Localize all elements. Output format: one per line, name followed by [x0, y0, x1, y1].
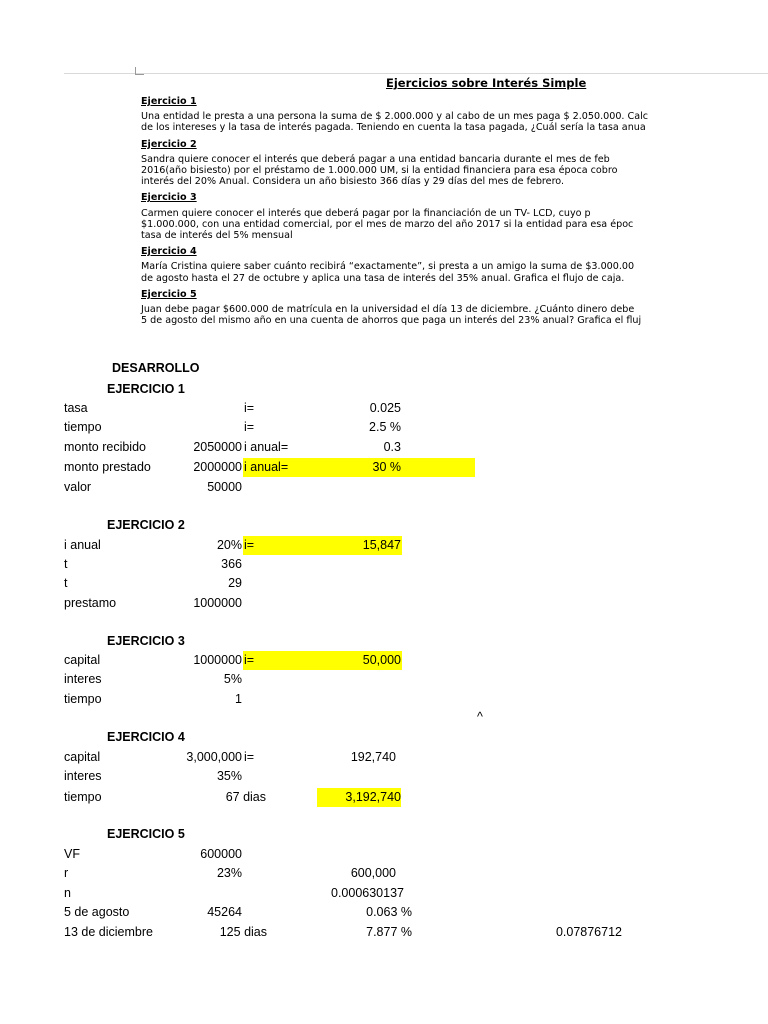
- text-line: Juan debe pagar $600.000 de matrícula en la universidad el día 13 de diciembre. ¿Cuánto dinero debe: [141, 304, 635, 316]
- text-line: María Cristina quiere saber cuánto recibirá “exactamente”, si presta a un amigo la suma de $3.000.00: [141, 261, 635, 273]
- text-line: tasa de interés del 5% mensual: [141, 230, 293, 242]
- highlighted-cell[interactable]: i anual=: [243, 458, 475, 477]
- cell-label[interactable]: 5 de agosto: [64, 905, 130, 919]
- cell-value[interactable]: 125 dias: [219, 925, 267, 939]
- cell-value[interactable]: 2050000: [193, 440, 242, 454]
- result-value[interactable]: 30 %: [372, 460, 401, 474]
- cell-value[interactable]: 0.3: [383, 440, 401, 454]
- cell-value[interactable]: 7.877 %: [366, 925, 412, 939]
- text-line: Carmen quiere conocer el interés que deberá pagar por la financiación de un TV- LCD, cuyo p: [141, 207, 591, 219]
- cell-label[interactable]: r: [64, 866, 69, 880]
- cell-label[interactable]: 13 de diciembre: [64, 925, 153, 939]
- cell-value[interactable]: 35%: [216, 769, 242, 783]
- cell-value[interactable]: 0.000630137: [331, 886, 404, 900]
- text-line: 5 de agosto del mismo año en una cuenta de ahorros que paga un interés del 23% anual? Grafica el fluj: [141, 315, 642, 327]
- cell-label[interactable]: t: [64, 557, 68, 571]
- cell-label[interactable]: i anual=: [244, 440, 289, 454]
- cell-label[interactable]: interes: [64, 672, 102, 686]
- cell-label[interactable]: valor: [64, 480, 92, 494]
- cell-value[interactable]: 1000000: [193, 596, 242, 610]
- result-value[interactable]: 50,000: [362, 653, 401, 667]
- cell-value[interactable]: 2.5 %: [369, 420, 401, 434]
- text-line: Una entidad le presta a una persona la suma de $ 2.000.000 y al cabo de un mes paga $ 2.050.000. Calc: [141, 111, 649, 123]
- cell-value[interactable]: 600000: [200, 847, 242, 861]
- exercise-heading: Ejercicio 5: [141, 288, 197, 300]
- cell-label[interactable]: capital: [64, 653, 101, 667]
- cell-value[interactable]: 0.063 %: [366, 905, 412, 919]
- cell-value[interactable]: 20%: [216, 538, 242, 552]
- cell-value[interactable]: 600,000: [350, 866, 396, 880]
- exercise-heading: Ejercicio 3: [141, 192, 197, 204]
- cell-label[interactable]: i anual: [64, 538, 101, 552]
- cell-label[interactable]: tiempo: [64, 692, 102, 706]
- exercise-4-heading[interactable]: EJERCICIO 4: [107, 730, 185, 744]
- exercise-heading: Ejercicio 2: [141, 138, 197, 150]
- cell-value[interactable]: 3,000,000: [186, 750, 242, 764]
- cell-value[interactable]: 1: [235, 692, 242, 706]
- cell-label[interactable]: prestamo: [64, 596, 117, 610]
- cell-label[interactable]: i=: [244, 750, 255, 764]
- text-line: 2016(año bisiesto) por el préstamo de 1.000.000 UM, si la entidad financiera para esa época cobro: [141, 165, 618, 177]
- cell-value[interactable]: 45264: [207, 905, 242, 919]
- caret-mark: ^: [477, 710, 483, 724]
- result-value[interactable]: 3,192,740: [317, 788, 401, 807]
- section-title[interactable]: DESARROLLO: [112, 361, 200, 375]
- cell-value[interactable]: 1000000: [193, 653, 242, 667]
- highlighted-cell[interactable]: i=: [243, 651, 402, 670]
- cell-value[interactable]: 50000: [207, 480, 242, 494]
- cell-label[interactable]: t: [64, 576, 68, 590]
- cell-label[interactable]: tasa: [64, 401, 88, 415]
- exercise-5-heading[interactable]: EJERCICIO 5: [107, 827, 185, 841]
- cell-value[interactable]: 0.025: [369, 401, 401, 415]
- cell-label[interactable]: i=: [244, 401, 255, 415]
- cell-value[interactable]: 0.07876712: [555, 925, 622, 939]
- cell-value[interactable]: 2000000: [193, 460, 242, 474]
- cell-value[interactable]: 67 dias: [225, 790, 266, 804]
- document-title: Ejercicios sobre Interés Simple: [386, 76, 587, 90]
- cell-value[interactable]: 29: [228, 576, 242, 590]
- exercise-1-heading[interactable]: EJERCICIO 1: [107, 382, 185, 396]
- result-value[interactable]: 15,847: [362, 538, 401, 552]
- text-line: Sandra quiere conocer el interés que deberá pagar a una entidad bancaria durante el mes de feb: [141, 153, 610, 165]
- cell-label[interactable]: monto prestado: [64, 460, 151, 474]
- cell-label[interactable]: tiempo: [64, 790, 102, 804]
- text-line: de agosto hasta el 27 de octubre y aplica una tasa de interés del 35% anual. Grafica el flujo de caja.: [141, 272, 625, 284]
- cell-label[interactable]: tiempo: [64, 420, 102, 434]
- exercise-2-heading[interactable]: EJERCICIO 2: [107, 518, 185, 532]
- cell-value[interactable]: 192,740: [350, 750, 396, 764]
- cell-label[interactable]: monto recibido: [64, 440, 146, 454]
- highlighted-cell[interactable]: i=: [243, 536, 402, 555]
- exercise-3-heading[interactable]: EJERCICIO 3: [107, 634, 185, 648]
- exercise-heading: Ejercicio 1: [141, 96, 197, 107]
- cell-value[interactable]: 366: [221, 557, 242, 571]
- text-line: interés del 20% Anual. Considera un año bisiesto 366 días y 29 días del mes de febrero.: [141, 176, 565, 188]
- text-line: de los intereses y la tasa de interés pagada. Teniendo en cuenta la tasa pagada, ¿Cuál sería la tasa anua: [141, 122, 646, 134]
- cell-value[interactable]: 5%: [223, 672, 242, 686]
- cell-value[interactable]: 23%: [216, 866, 242, 880]
- exercise-heading: Ejercicio 4: [141, 246, 197, 258]
- cell-label[interactable]: i=: [244, 420, 255, 434]
- cell-label[interactable]: VF: [64, 847, 80, 861]
- cell-label[interactable]: capital: [64, 750, 101, 764]
- cell-label[interactable]: interes: [64, 769, 102, 783]
- cell-label[interactable]: n: [64, 886, 71, 900]
- text-line: $1.000.000, con una entidad comercial, por el mes de marzo del año 2017 si la entidad para esa époc: [141, 218, 634, 230]
